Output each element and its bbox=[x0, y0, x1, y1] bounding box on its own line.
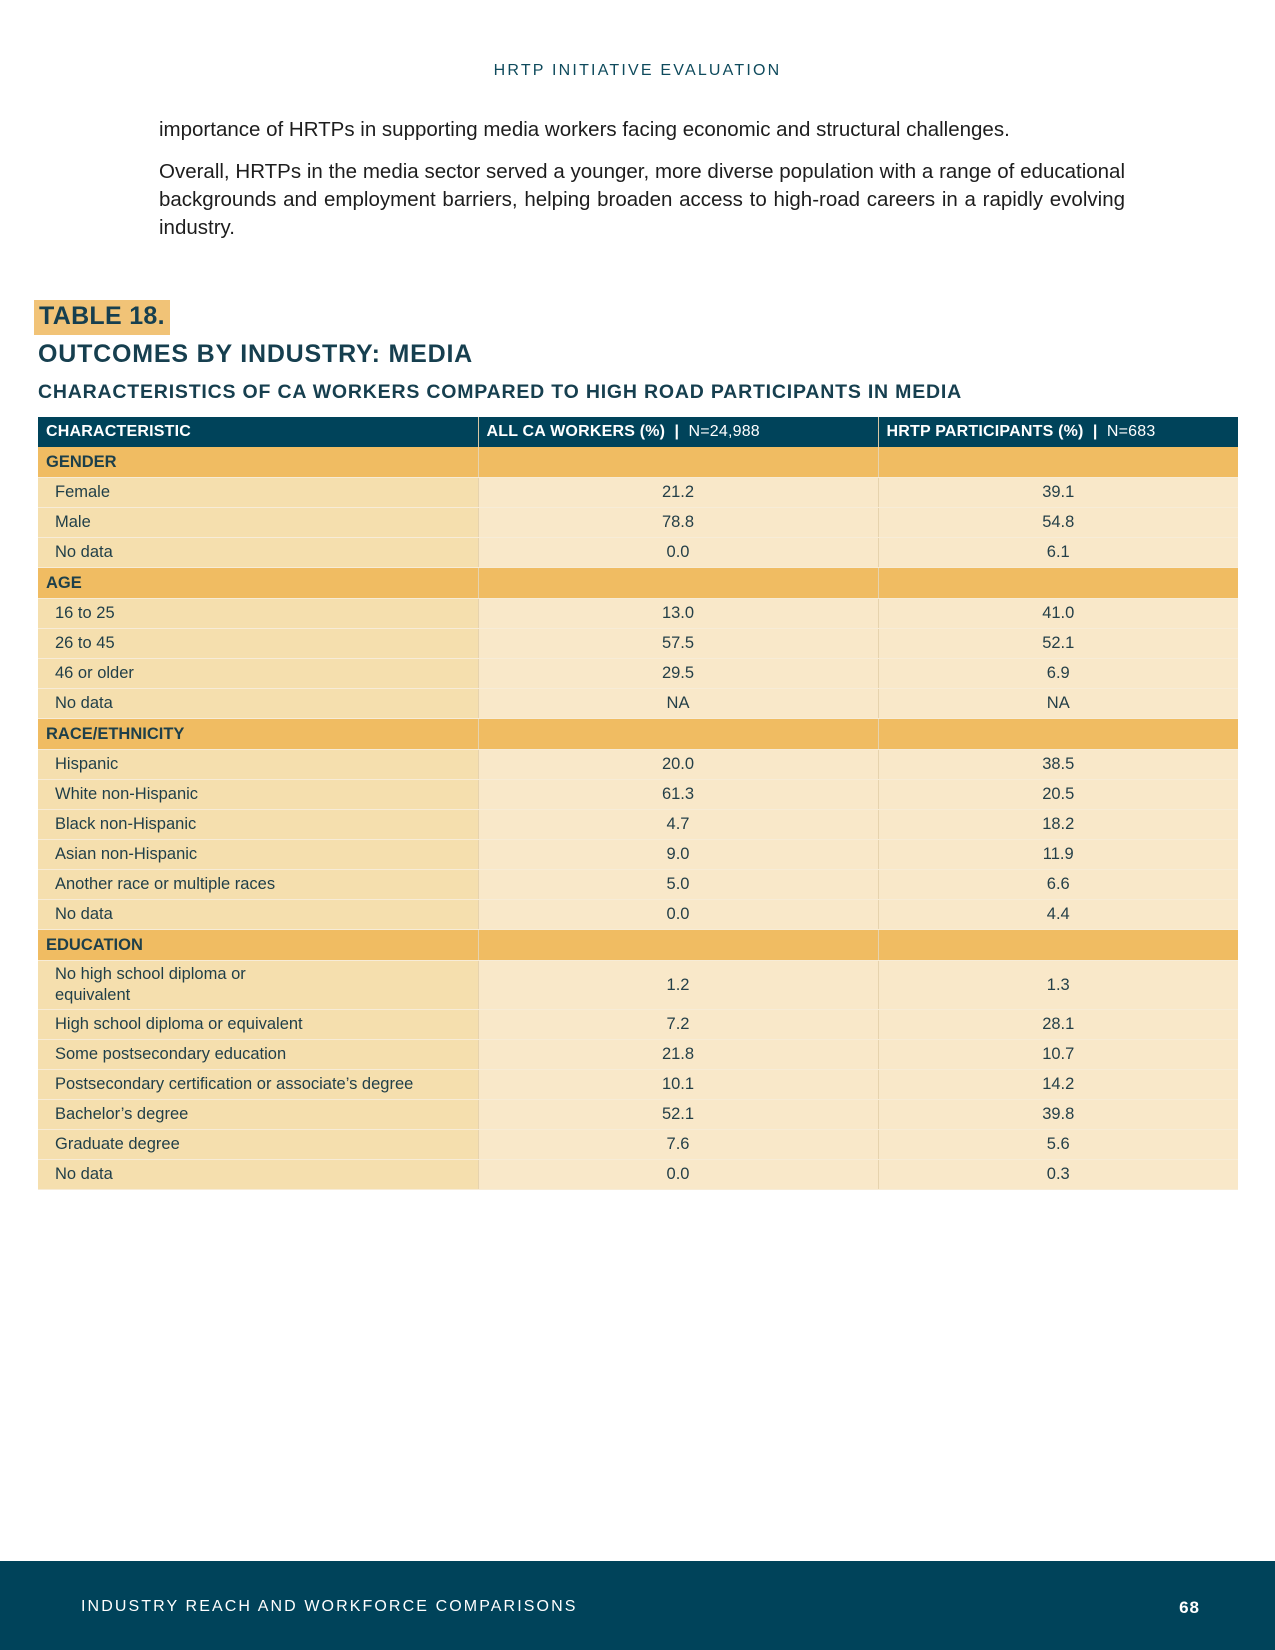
value-hrtp-participants: 6.6 bbox=[878, 870, 1238, 900]
value-hrtp-participants: 41.0 bbox=[878, 599, 1238, 629]
row-label: Asian non-Hispanic bbox=[38, 840, 478, 870]
column-header-characteristic: CHARACTERISTIC bbox=[38, 417, 478, 447]
table-row bbox=[38, 870, 1238, 900]
value-hrtp-participants: 39.8 bbox=[878, 1100, 1238, 1130]
value-hrtp-participants: NA bbox=[878, 689, 1238, 719]
value-all-ca-workers: 10.1 bbox=[478, 1070, 878, 1100]
value-all-ca-workers: 21.2 bbox=[478, 478, 878, 508]
group-empty-cell bbox=[878, 719, 1238, 750]
table-row bbox=[38, 1040, 1238, 1070]
table-row bbox=[38, 810, 1238, 840]
row-label: High school diploma or equivalent bbox=[38, 1010, 478, 1040]
column-header-hrtp-participants: HRTP PARTICIPANTS (%) | N=683 bbox=[878, 417, 1238, 447]
group-empty-cell bbox=[878, 568, 1238, 599]
row-label: No data bbox=[38, 1160, 478, 1190]
row-label: No data bbox=[38, 900, 478, 930]
table-row bbox=[38, 538, 1238, 568]
table-subtitle: CHARACTERISTICS OF CA WORKERS COMPARED TO HIGH ROAD PARTICIPANTS IN MEDIA bbox=[38, 381, 962, 403]
value-hrtp-participants: 54.8 bbox=[878, 508, 1238, 538]
value-all-ca-workers: 0.0 bbox=[478, 900, 878, 930]
row-label: 46 or older bbox=[38, 659, 478, 689]
value-all-ca-workers: 1.2 bbox=[478, 961, 878, 1010]
value-all-ca-workers: 4.7 bbox=[478, 810, 878, 840]
value-hrtp-participants: 0.3 bbox=[878, 1160, 1238, 1190]
value-all-ca-workers: NA bbox=[478, 689, 878, 719]
group-label: GENDER bbox=[38, 447, 478, 478]
value-hrtp-participants: 11.9 bbox=[878, 840, 1238, 870]
table-group-row bbox=[38, 719, 1238, 750]
row-label: Bachelor’s degree bbox=[38, 1100, 478, 1130]
table-header-row bbox=[38, 417, 1238, 447]
running-header: HRTP INITIATIVE EVALUATION bbox=[493, 62, 782, 79]
value-hrtp-participants: 4.4 bbox=[878, 900, 1238, 930]
row-label: Graduate degree bbox=[38, 1130, 478, 1160]
row-label bbox=[38, 961, 478, 1010]
intro-text bbox=[159, 116, 1125, 256]
table-row bbox=[38, 900, 1238, 930]
row-label: Female bbox=[38, 478, 478, 508]
intro-paragraph: Overall, HRTPs in the media sector served a younger, more diverse population with a range of educational backgrounds and employment barriers, helping broaden access to high-road careers in a rapidly evolving industry. bbox=[159, 160, 1125, 239]
value-hrtp-participants: 10.7 bbox=[878, 1040, 1238, 1070]
row-label: White non-Hispanic bbox=[38, 780, 478, 810]
group-empty-cell bbox=[878, 447, 1238, 478]
group-label: RACE/ETHNICITY bbox=[38, 719, 478, 750]
column-header-all-ca-workers: ALL CA WORKERS (%) | N=24,988 bbox=[478, 417, 878, 447]
table-row bbox=[38, 961, 1238, 1010]
value-all-ca-workers: 21.8 bbox=[478, 1040, 878, 1070]
value-hrtp-participants: 14.2 bbox=[878, 1070, 1238, 1100]
page-number: 68 bbox=[1179, 1598, 1200, 1617]
value-hrtp-participants: 1.3 bbox=[878, 961, 1238, 1010]
column-n: N=24,988 bbox=[688, 423, 760, 440]
group-empty-cell bbox=[478, 447, 878, 478]
table-row bbox=[38, 1130, 1238, 1160]
row-label: Black non-Hispanic bbox=[38, 810, 478, 840]
table-number: TABLE 18. bbox=[34, 300, 170, 335]
value-all-ca-workers: 78.8 bbox=[478, 508, 878, 538]
table-row bbox=[38, 840, 1238, 870]
table-title: OUTCOMES BY INDUSTRY: MEDIA bbox=[38, 340, 474, 368]
value-all-ca-workers: 13.0 bbox=[478, 599, 878, 629]
characteristics-table bbox=[38, 417, 1238, 1190]
group-empty-cell bbox=[478, 568, 878, 599]
group-empty-cell bbox=[478, 719, 878, 750]
table-row bbox=[38, 1070, 1238, 1100]
value-all-ca-workers: 9.0 bbox=[478, 840, 878, 870]
table-group-row bbox=[38, 568, 1238, 599]
group-label: AGE bbox=[38, 568, 478, 599]
table-row bbox=[38, 599, 1238, 629]
value-hrtp-participants: 20.5 bbox=[878, 780, 1238, 810]
value-all-ca-workers: 29.5 bbox=[478, 659, 878, 689]
table-row bbox=[38, 1100, 1238, 1130]
intro-paragraph: importance of HRTPs in supporting media workers facing economic and structural challenges. bbox=[159, 118, 1010, 141]
row-label: No data bbox=[38, 689, 478, 719]
table-row bbox=[38, 629, 1238, 659]
row-label: Some postsecondary education bbox=[38, 1040, 478, 1070]
footer-bar bbox=[0, 1561, 1275, 1650]
table-row bbox=[38, 659, 1238, 689]
value-all-ca-workers: 7.6 bbox=[478, 1130, 878, 1160]
table-row bbox=[38, 508, 1238, 538]
row-label-text: No high school diploma or equivalent bbox=[55, 965, 246, 1004]
value-all-ca-workers: 20.0 bbox=[478, 750, 878, 780]
value-hrtp-participants: 18.2 bbox=[878, 810, 1238, 840]
table-row bbox=[38, 1010, 1238, 1040]
row-label: Another race or multiple races bbox=[38, 870, 478, 900]
table-row bbox=[38, 1160, 1238, 1190]
value-hrtp-participants: 39.1 bbox=[878, 478, 1238, 508]
value-all-ca-workers: 61.3 bbox=[478, 780, 878, 810]
row-label: 16 to 25 bbox=[38, 599, 478, 629]
row-label: 26 to 45 bbox=[38, 629, 478, 659]
table-group-row bbox=[38, 930, 1238, 961]
row-label: No data bbox=[38, 538, 478, 568]
value-hrtp-participants: 5.6 bbox=[878, 1130, 1238, 1160]
value-hrtp-participants: 38.5 bbox=[878, 750, 1238, 780]
footer-section-title: INDUSTRY REACH AND WORKFORCE COMPARISONS bbox=[81, 1598, 578, 1615]
group-empty-cell bbox=[878, 930, 1238, 961]
column-n: N=683 bbox=[1106, 423, 1156, 440]
row-label: Postsecondary certification or associate’s degree bbox=[38, 1070, 478, 1100]
group-empty-cell bbox=[478, 930, 878, 961]
row-label: Male bbox=[38, 508, 478, 538]
value-all-ca-workers: 52.1 bbox=[478, 1100, 878, 1130]
value-all-ca-workers: 7.2 bbox=[478, 1010, 878, 1040]
value-hrtp-participants: 28.1 bbox=[878, 1010, 1238, 1040]
table-row bbox=[38, 689, 1238, 719]
value-hrtp-participants: 6.9 bbox=[878, 659, 1238, 689]
table-row bbox=[38, 780, 1238, 810]
value-hrtp-participants: 52.1 bbox=[878, 629, 1238, 659]
value-all-ca-workers: 57.5 bbox=[478, 629, 878, 659]
value-all-ca-workers: 0.0 bbox=[478, 1160, 878, 1190]
row-label: Hispanic bbox=[38, 750, 478, 780]
table-group-row bbox=[38, 447, 1238, 478]
table-row bbox=[38, 478, 1238, 508]
value-all-ca-workers: 0.0 bbox=[478, 538, 878, 568]
value-hrtp-participants: 6.1 bbox=[878, 538, 1238, 568]
table-row bbox=[38, 750, 1238, 780]
group-label: EDUCATION bbox=[38, 930, 478, 961]
value-all-ca-workers: 5.0 bbox=[478, 870, 878, 900]
